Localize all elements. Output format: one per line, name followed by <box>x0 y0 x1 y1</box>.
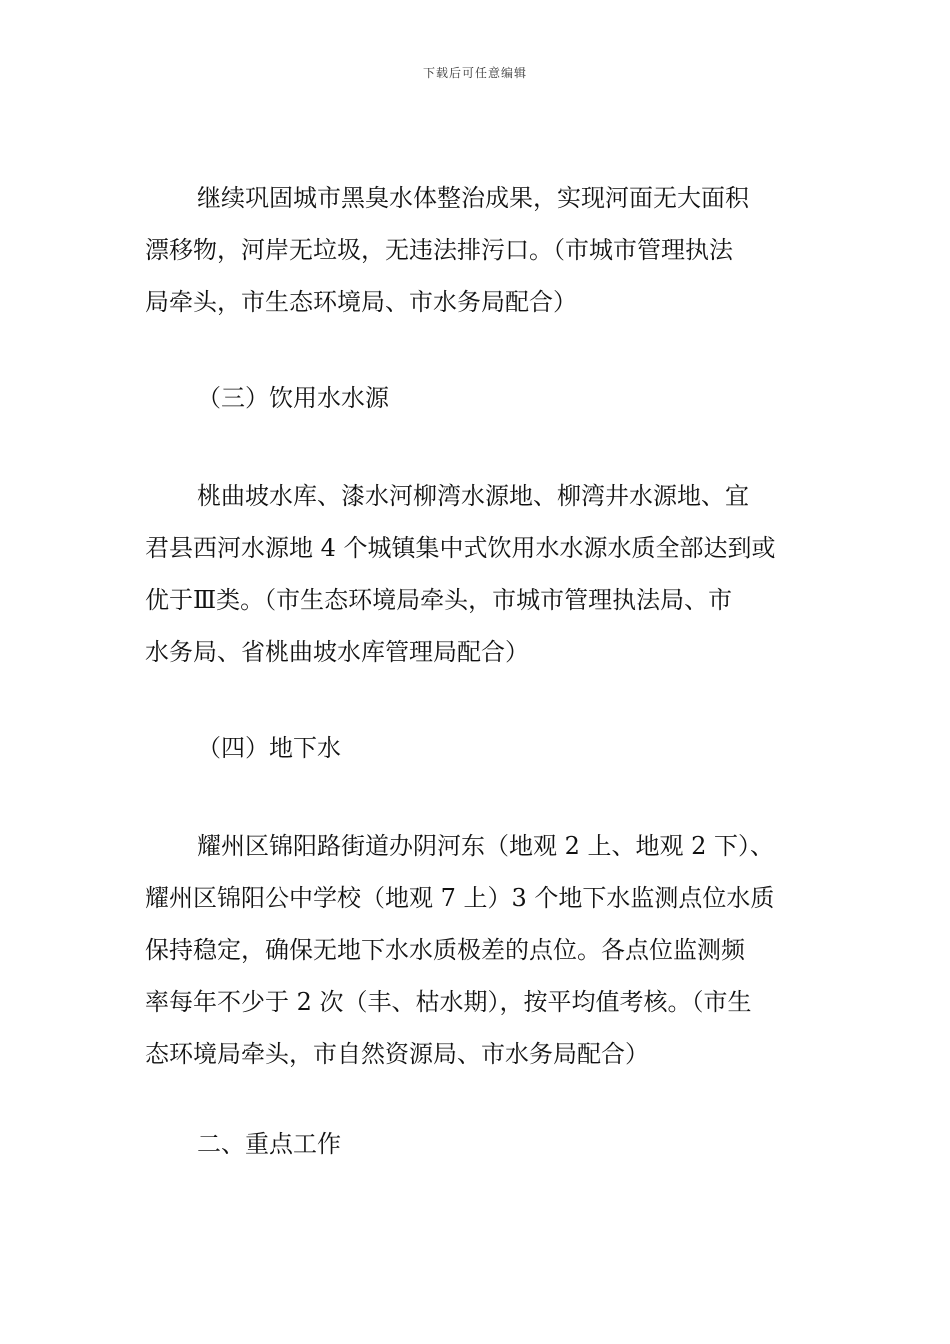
paragraph-line: 态环境局牵头，市自然资源局、市水务局配合） <box>145 1040 649 1068</box>
paragraph-line: 继续巩固城市黑臭水体整治成果，实现河面无大面积 <box>197 184 749 212</box>
paragraph-black-odorous-water <box>145 172 807 328</box>
paragraph-line: 率每年不少于 2 次（丰、枯水期），按平均值考核。（市生 <box>145 988 752 1016</box>
section-heading-groundwater: （四）地下水 <box>197 734 341 762</box>
paragraph-line: 桃曲坡水库、漆水河柳湾水源地、柳湾井水源地、宜 <box>197 482 749 510</box>
paragraph-line: 优于Ⅲ类。（市生态环境局牵头，市城市管理执法局、市 <box>145 586 733 614</box>
paragraph-line: 耀州区锦阳公中学校（地观 7 上）3 个地下水监测点位水质 <box>145 884 775 912</box>
paragraph-groundwater-monitoring <box>145 820 807 1080</box>
paragraph-line: 漂移物，河岸无垃圾，无违法排污口。（市城市管理执法 <box>145 236 733 264</box>
paragraph-line: 局牵头，市生态环境局、市水务局配合） <box>145 288 577 316</box>
paragraph-line: 水务局、省桃曲坡水库管理局配合） <box>145 638 529 666</box>
paragraph-line: 君县西河水源地 4 个城镇集中式饮用水水源水质全部达到或 <box>145 534 776 562</box>
paragraph-line: 保持稳定，确保无地下水水质极差的点位。各点位监测频 <box>145 936 745 964</box>
section-heading-drinking-water: （三）饮用水水源 <box>197 384 389 412</box>
paragraph-drinking-water-sources <box>145 470 807 678</box>
paragraph-line: 耀州区锦阳路街道办阴河东（地观 2 上、地观 2 下）、 <box>197 832 775 860</box>
page-header: 下载后可任意编辑 <box>422 66 527 80</box>
section-heading-key-work: 二、重点工作 <box>197 1130 341 1158</box>
